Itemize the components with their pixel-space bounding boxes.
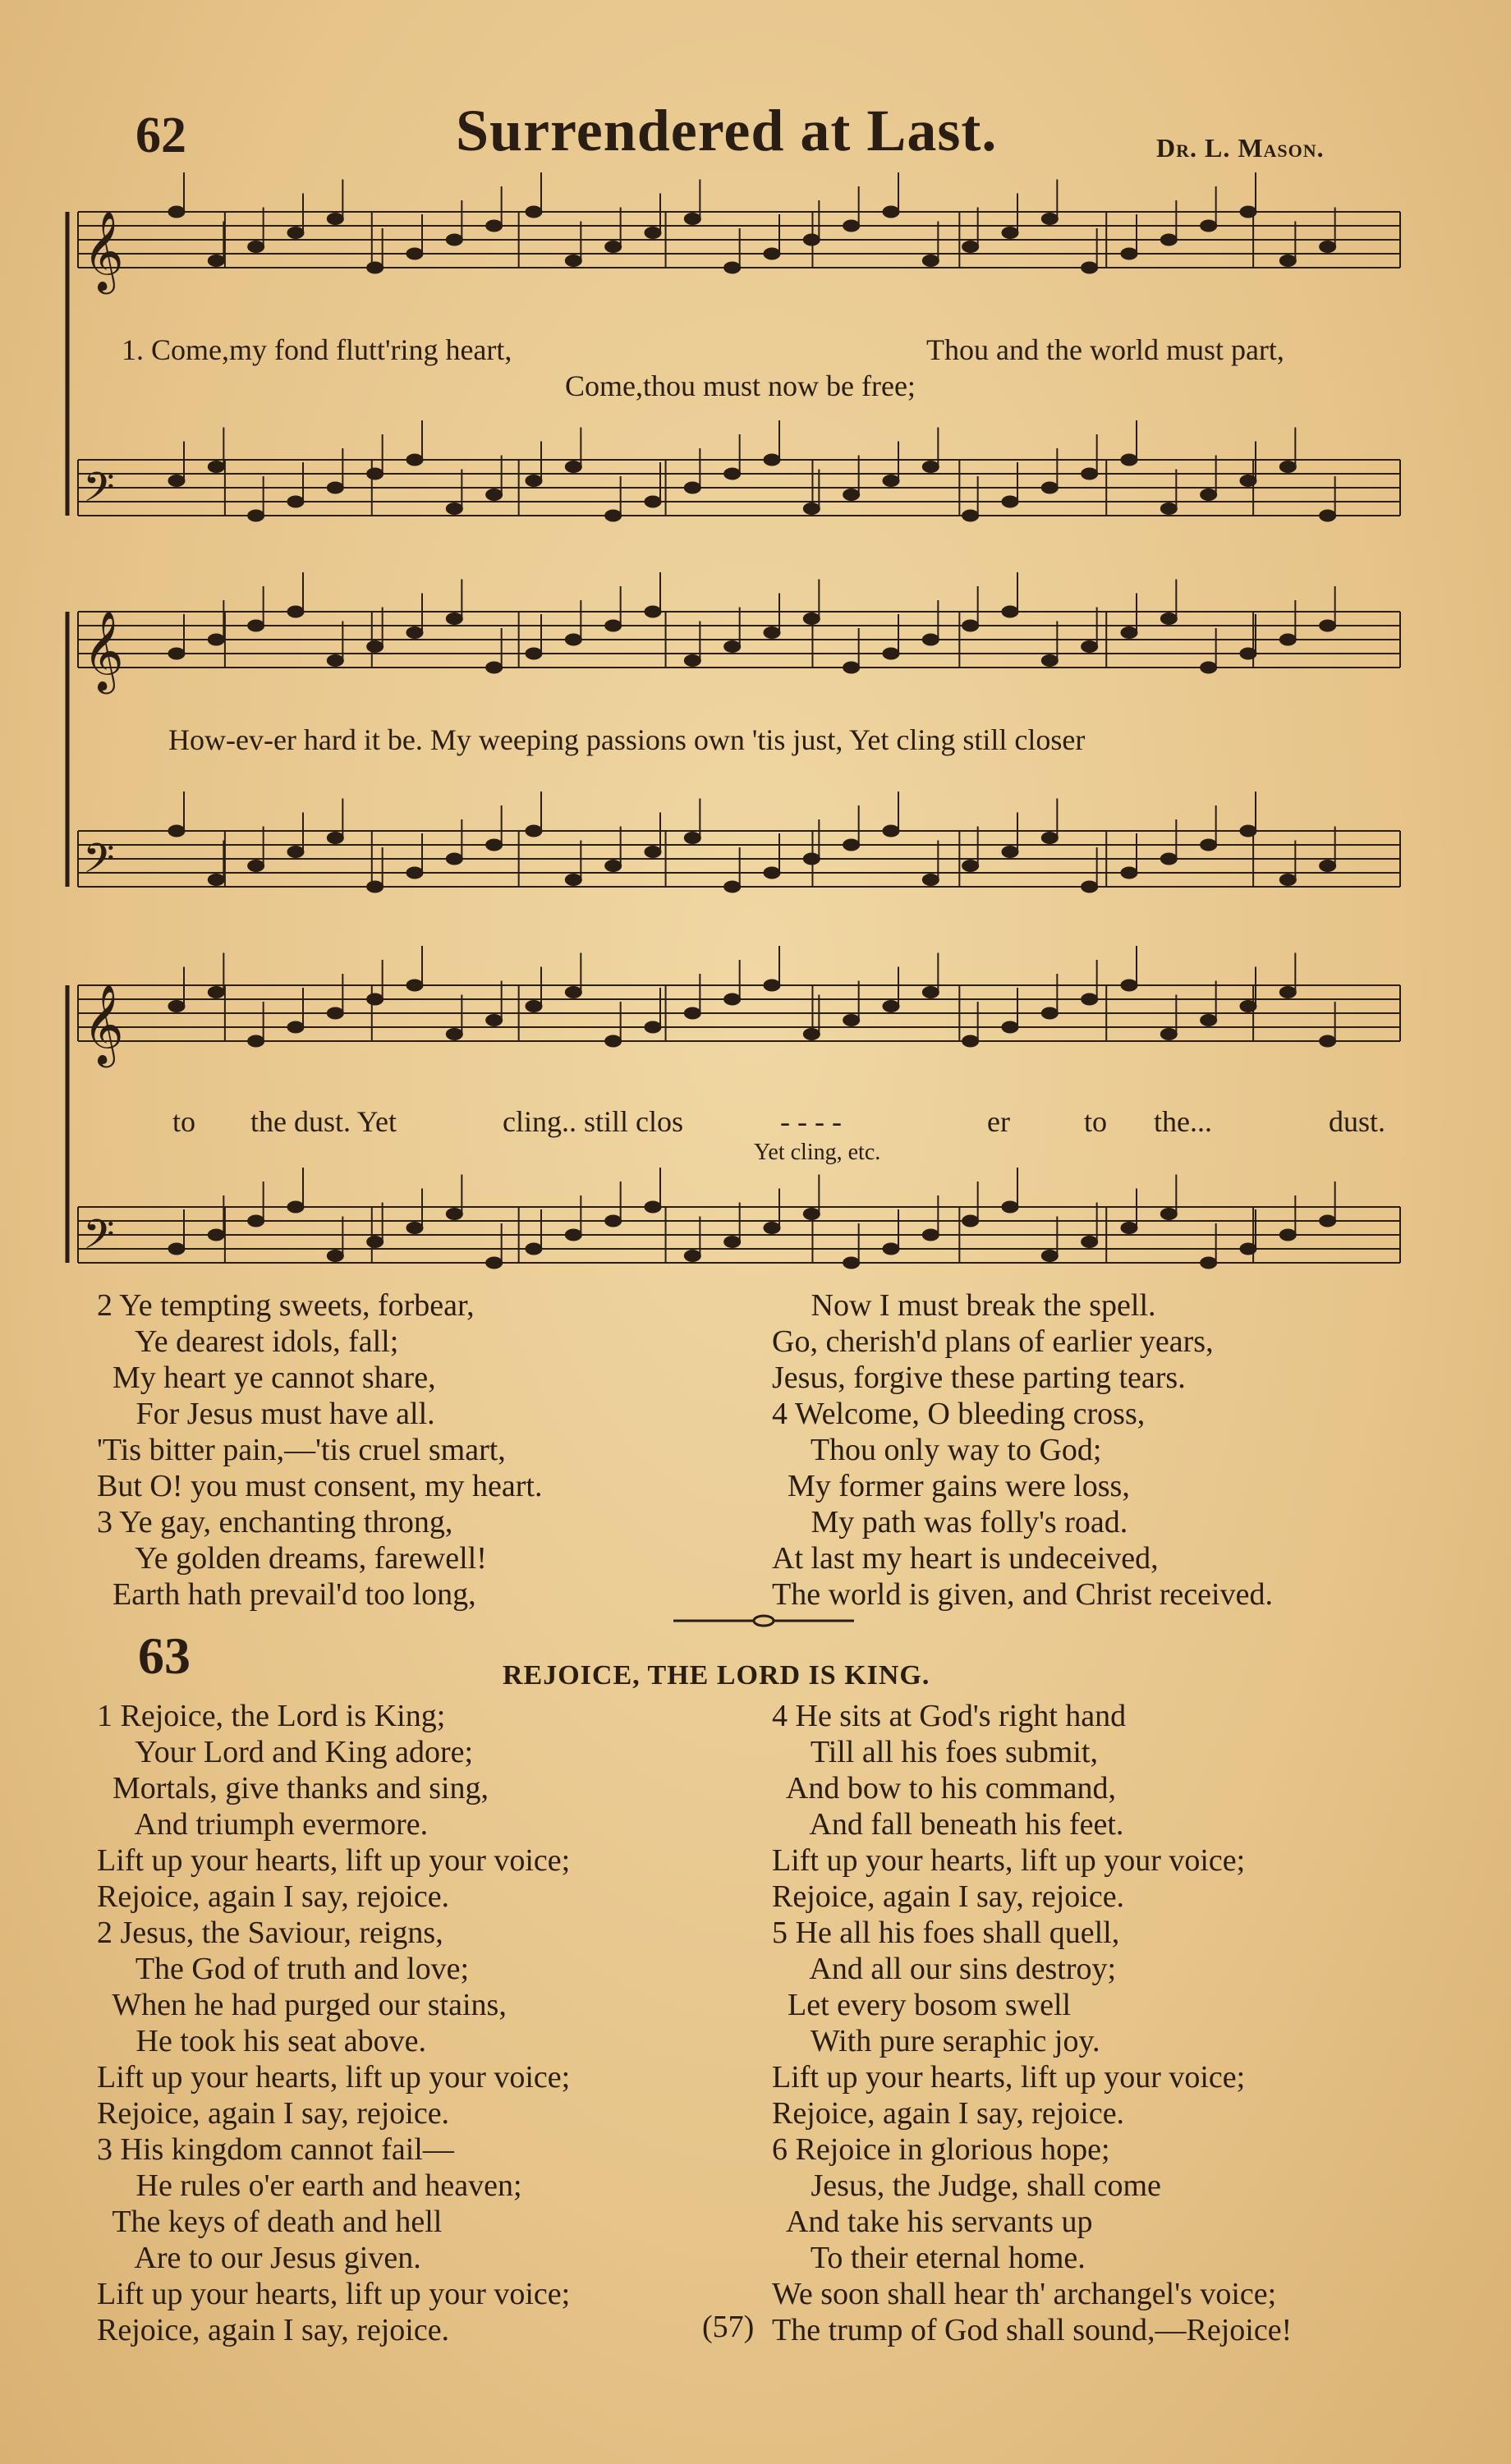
note-head bbox=[1002, 1021, 1018, 1033]
verse-line: My path was folly's road. bbox=[772, 1505, 1128, 1539]
note-head bbox=[962, 1035, 979, 1047]
note-head bbox=[168, 206, 185, 218]
note-head bbox=[645, 496, 661, 507]
verse-line: At last my heart is undeceived, bbox=[772, 1541, 1159, 1576]
verse-line: Till all his foes submit, bbox=[772, 1735, 1098, 1769]
note-head bbox=[1240, 825, 1256, 837]
verse-line: And all our sins destroy; bbox=[772, 1952, 1117, 1986]
note-head bbox=[1320, 241, 1336, 253]
lyric-word: er bbox=[987, 1105, 1010, 1138]
note-head bbox=[843, 489, 860, 501]
note-head bbox=[1240, 475, 1256, 487]
note-head bbox=[962, 241, 979, 253]
note-head bbox=[645, 606, 661, 617]
note-head bbox=[1320, 510, 1336, 521]
note-head bbox=[486, 1015, 503, 1026]
note-head bbox=[1121, 980, 1137, 991]
verse-line: The keys of death and hell bbox=[97, 2205, 443, 2239]
verse-line: Are to our Jesus given. bbox=[97, 2241, 421, 2275]
note-head bbox=[526, 825, 542, 837]
hymn-title: Surrendered at Last. bbox=[456, 98, 998, 163]
note-head bbox=[486, 220, 503, 232]
note-head bbox=[684, 1007, 700, 1019]
note-head bbox=[526, 206, 542, 218]
note-head bbox=[526, 1001, 542, 1012]
note-head bbox=[883, 206, 899, 218]
verse-line: And bow to his command, bbox=[772, 1771, 1117, 1806]
verse-line: Lift up your hearts, lift up your voice; bbox=[772, 2060, 1246, 2095]
bass-clef-icon: 𝄢 bbox=[83, 835, 115, 892]
note-head bbox=[367, 881, 383, 892]
verse-line: Earth hath prevail'd too long, bbox=[97, 1577, 476, 1612]
lyric-word: dust. bbox=[1329, 1105, 1386, 1138]
note-head bbox=[843, 1257, 860, 1269]
verse-line: Ye dearest idols, fall; bbox=[97, 1324, 399, 1359]
note-head bbox=[724, 468, 741, 479]
note-head bbox=[1041, 213, 1058, 225]
note-head bbox=[1160, 1029, 1177, 1040]
note-head bbox=[843, 220, 860, 232]
note-head bbox=[565, 461, 581, 473]
note-head bbox=[962, 860, 979, 872]
note-head bbox=[526, 648, 542, 659]
note-head bbox=[605, 620, 622, 631]
note-head bbox=[724, 1237, 741, 1248]
verse-line: Go, cherish'd plans of earlier years, bbox=[772, 1324, 1214, 1359]
note-head bbox=[565, 634, 581, 645]
note-head bbox=[248, 860, 264, 872]
hymn-title-63: REJOICE, THE LORD IS KING. bbox=[503, 1660, 930, 1691]
note-head bbox=[446, 853, 462, 865]
note-head bbox=[883, 1001, 899, 1012]
note-head bbox=[168, 475, 185, 487]
note-head bbox=[645, 847, 661, 858]
note-head bbox=[208, 987, 224, 998]
note-head bbox=[1160, 503, 1177, 515]
note-head bbox=[1240, 206, 1256, 218]
note-head bbox=[1121, 627, 1137, 639]
note-head bbox=[843, 839, 860, 851]
verse-line: He took his seat above. bbox=[97, 2024, 427, 2058]
bass-clef-icon: 𝄢 bbox=[83, 464, 115, 521]
note-head bbox=[248, 620, 264, 631]
note-head bbox=[208, 874, 224, 886]
note-head bbox=[565, 255, 581, 267]
bass-clef-icon: 𝄢 bbox=[83, 1211, 115, 1269]
note-head bbox=[764, 248, 780, 259]
note-head bbox=[1160, 613, 1177, 625]
verse-line: We soon shall hear th' archangel's voice; bbox=[772, 2277, 1277, 2311]
note-head bbox=[1121, 1223, 1137, 1234]
note-head bbox=[922, 461, 939, 473]
note-head bbox=[1201, 220, 1217, 232]
note-head bbox=[1160, 234, 1177, 245]
note-head bbox=[803, 1029, 820, 1040]
note-head bbox=[208, 461, 224, 473]
note-head bbox=[1041, 833, 1058, 844]
note-head bbox=[446, 1209, 462, 1220]
note-head bbox=[1041, 1250, 1058, 1262]
bass-annotation: Yet cling, etc. bbox=[754, 1140, 881, 1165]
treble-clef-icon: 𝄞 bbox=[83, 610, 124, 691]
note-head bbox=[367, 641, 383, 653]
note-head bbox=[406, 980, 423, 991]
note-head bbox=[764, 867, 780, 879]
verse-line: The world is given, and Christ received. bbox=[772, 1577, 1273, 1612]
note-head bbox=[446, 503, 462, 515]
hymn63-verses-left bbox=[97, 1698, 570, 2348]
note-head bbox=[406, 248, 423, 259]
lyric-word: to bbox=[172, 1105, 196, 1138]
note-head bbox=[1082, 262, 1098, 273]
verse-line: And take his servants up bbox=[772, 2205, 1093, 2239]
note-head bbox=[1041, 1007, 1058, 1019]
note-head bbox=[367, 1237, 383, 1248]
note-head bbox=[327, 655, 343, 667]
note-head bbox=[367, 468, 383, 479]
verse-line: Jesus, forgive these parting tears. bbox=[772, 1360, 1186, 1395]
note-head bbox=[287, 1021, 304, 1033]
note-head bbox=[1002, 227, 1018, 239]
lyric-line-1c: Come,thou must now be free; bbox=[565, 369, 916, 402]
verse-line: And fall beneath his feet. bbox=[772, 1807, 1124, 1842]
note-head bbox=[168, 1001, 185, 1012]
lyric-word: the dust. Yet bbox=[250, 1105, 397, 1138]
note-head bbox=[645, 1201, 661, 1213]
note-head bbox=[168, 1243, 185, 1255]
note-head bbox=[526, 475, 542, 487]
note-head bbox=[1201, 1015, 1217, 1026]
note-head bbox=[1082, 641, 1098, 653]
verse-line: My former gains were loss, bbox=[772, 1469, 1130, 1503]
note-head bbox=[565, 1229, 581, 1241]
verse-line: The trump of God shall sound,—Rejoice! bbox=[772, 2313, 1293, 2347]
note-head bbox=[605, 1035, 622, 1047]
verses-right bbox=[772, 1287, 1273, 1613]
note-head bbox=[446, 1029, 462, 1040]
note-head bbox=[724, 881, 741, 892]
note-head bbox=[446, 613, 462, 625]
note-head bbox=[605, 241, 622, 253]
note-head bbox=[287, 227, 304, 239]
note-head bbox=[803, 853, 820, 865]
note-head bbox=[248, 1035, 264, 1047]
note-head bbox=[406, 867, 423, 879]
verse-line: 4 He sits at God's right hand bbox=[772, 1699, 1127, 1733]
note-head bbox=[327, 482, 343, 493]
note-head bbox=[486, 662, 503, 673]
verse-line: But O! you must consent, my heart. bbox=[97, 1469, 543, 1503]
note-head bbox=[406, 454, 423, 466]
note-head bbox=[1160, 853, 1177, 865]
note-head bbox=[962, 1215, 979, 1227]
note-head bbox=[1279, 874, 1296, 886]
note-head bbox=[843, 662, 860, 673]
lyric-word: - - - - bbox=[780, 1105, 842, 1138]
note-head bbox=[208, 1229, 224, 1241]
note-head bbox=[883, 648, 899, 659]
verse-line: 3 His kingdom cannot fail— bbox=[97, 2132, 454, 2167]
note-head bbox=[1201, 489, 1217, 501]
note-head bbox=[287, 847, 304, 858]
note-head bbox=[406, 627, 423, 639]
lyric-word: the... bbox=[1154, 1105, 1212, 1138]
note-head bbox=[883, 475, 899, 487]
note-head bbox=[1240, 648, 1256, 659]
note-head bbox=[406, 1223, 423, 1234]
note-head bbox=[605, 510, 622, 521]
note-head bbox=[922, 634, 939, 645]
verse-line: He rules o'er earth and heaven; bbox=[97, 2168, 522, 2203]
verse-line: With pure seraphic joy. bbox=[772, 2024, 1100, 2058]
note-head bbox=[1082, 468, 1098, 479]
note-head bbox=[962, 510, 979, 521]
note-head bbox=[1279, 634, 1296, 645]
note-head bbox=[724, 641, 741, 653]
verse-line: 2 Ye tempting sweets, forbear, bbox=[97, 1288, 475, 1323]
note-head bbox=[922, 987, 939, 998]
note-head bbox=[168, 648, 185, 659]
note-head bbox=[327, 1250, 343, 1262]
note-head bbox=[922, 874, 939, 886]
note-head bbox=[287, 606, 304, 617]
verse-line: The God of truth and love; bbox=[97, 1952, 470, 1986]
note-head bbox=[248, 241, 264, 253]
note-head bbox=[1320, 620, 1336, 631]
verse-line: For Jesus must have all. bbox=[97, 1397, 435, 1431]
note-head bbox=[883, 825, 899, 837]
note-head bbox=[1279, 987, 1296, 998]
note-head bbox=[1002, 1201, 1018, 1213]
note-head bbox=[605, 860, 622, 872]
note-head bbox=[1082, 1237, 1098, 1248]
note-head bbox=[1002, 606, 1018, 617]
note-head bbox=[1201, 662, 1217, 673]
verse-line: 4 Welcome, O bleeding cross, bbox=[772, 1397, 1146, 1431]
note-head bbox=[1002, 847, 1018, 858]
verse-line: Ye golden dreams, farewell! bbox=[97, 1541, 487, 1576]
verse-line: Rejoice, again I say, rejoice. bbox=[97, 1879, 450, 1914]
note-head bbox=[645, 227, 661, 239]
note-head bbox=[684, 1250, 700, 1262]
note-head bbox=[764, 627, 780, 639]
note-head bbox=[605, 1215, 622, 1227]
note-head bbox=[1121, 867, 1137, 879]
note-head bbox=[1082, 881, 1098, 892]
note-head bbox=[1279, 255, 1296, 267]
note-head bbox=[1041, 482, 1058, 493]
verse-line: And triumph evermore. bbox=[97, 1807, 429, 1842]
note-head bbox=[367, 993, 383, 1005]
note-head bbox=[248, 510, 264, 521]
note-head bbox=[1320, 860, 1336, 872]
note-head bbox=[684, 213, 700, 225]
note-head bbox=[248, 1215, 264, 1227]
verse-line: Now I must break the spell. bbox=[772, 1288, 1156, 1323]
note-head bbox=[327, 833, 343, 844]
page-marker: (57) bbox=[702, 2310, 755, 2344]
verse-line: Your Lord and King adore; bbox=[97, 1735, 474, 1769]
note-head bbox=[962, 620, 979, 631]
note-head bbox=[446, 234, 462, 245]
treble-clef-icon: 𝄞 bbox=[83, 984, 124, 1064]
note-head bbox=[684, 833, 700, 844]
hymn63-verses-right bbox=[772, 1698, 1292, 2348]
hymn-number: 63 bbox=[138, 1627, 191, 1685]
note-head bbox=[1201, 1257, 1217, 1269]
verse-line: 1 Rejoice, the Lord is King; bbox=[97, 1699, 446, 1733]
verse-line: To their eternal home. bbox=[772, 2241, 1086, 2275]
note-head bbox=[208, 634, 224, 645]
note-head bbox=[1160, 1209, 1177, 1220]
note-head bbox=[803, 1209, 820, 1220]
note-head bbox=[843, 1015, 860, 1026]
verse-line: When he had purged our stains, bbox=[97, 1988, 507, 2022]
lyric-word: to bbox=[1084, 1105, 1108, 1138]
note-head bbox=[367, 262, 383, 273]
note-head bbox=[883, 1243, 899, 1255]
verse-line: Lift up your hearts, lift up your voice; bbox=[97, 1843, 571, 1878]
note-head bbox=[327, 213, 343, 225]
verse-line: Lift up your hearts, lift up your voice; bbox=[772, 1843, 1246, 1878]
note-head bbox=[1240, 1001, 1256, 1012]
note-head bbox=[645, 1021, 661, 1033]
note-head bbox=[1320, 1215, 1336, 1227]
note-head bbox=[327, 1007, 343, 1019]
note-head bbox=[168, 825, 185, 837]
verse-line: Let every bosom swell bbox=[772, 1988, 1072, 2022]
note-head bbox=[1121, 454, 1137, 466]
note-head bbox=[1121, 248, 1137, 259]
note-head bbox=[684, 482, 700, 493]
verse-line: My heart ye cannot share, bbox=[97, 1360, 436, 1395]
verse-line: 3 Ye gay, enchanting throng, bbox=[97, 1505, 453, 1539]
note-head bbox=[1002, 496, 1018, 507]
note-head bbox=[287, 496, 304, 507]
note-head bbox=[1082, 993, 1098, 1005]
lyric-line-1b: Thou and the world must part, bbox=[926, 333, 1284, 366]
note-head bbox=[764, 1223, 780, 1234]
note-head bbox=[565, 874, 581, 886]
verse-line: Rejoice, again I say, rejoice. bbox=[97, 2096, 450, 2131]
note-head bbox=[724, 262, 741, 273]
note-head bbox=[1320, 1035, 1336, 1047]
verse-line: Lift up your hearts, lift up your voice; bbox=[97, 2060, 571, 2095]
lyric-word: cling.. still clos bbox=[503, 1105, 683, 1138]
verse-line: Lift up your hearts, lift up your voice; bbox=[97, 2277, 571, 2311]
verse-line: Mortals, give thanks and sing, bbox=[97, 1771, 489, 1806]
note-head bbox=[1279, 461, 1296, 473]
verse-line: 5 He all his foes shall quell, bbox=[772, 1916, 1120, 1950]
note-head bbox=[684, 655, 700, 667]
note-head bbox=[1041, 655, 1058, 667]
verse-line: 2 Jesus, the Saviour, reigns, bbox=[97, 1916, 443, 1950]
verse-line: Rejoice, again I say, rejoice. bbox=[772, 1879, 1125, 1914]
treble-clef-icon: 𝄞 bbox=[83, 210, 124, 291]
note-head bbox=[287, 1201, 304, 1213]
note-head bbox=[486, 1257, 503, 1269]
lyric-line-1a: 1. Come,my fond flutt'ring heart, bbox=[122, 333, 512, 366]
note-head bbox=[565, 987, 581, 998]
note-head bbox=[803, 613, 820, 625]
note-head bbox=[526, 1243, 542, 1255]
verse-line: Thou only way to God; bbox=[772, 1433, 1102, 1467]
note-head bbox=[803, 234, 820, 245]
section-divider bbox=[673, 1611, 854, 1631]
verses-left bbox=[97, 1287, 542, 1613]
verse-line: Rejoice, again I say, rejoice. bbox=[97, 2313, 450, 2347]
note-head bbox=[724, 993, 741, 1005]
note-head bbox=[922, 255, 939, 267]
note-head bbox=[803, 503, 820, 515]
note-head bbox=[486, 489, 503, 501]
verse-line: 'Tis bitter pain,—'tis cruel smart, bbox=[97, 1433, 506, 1467]
note-head bbox=[764, 980, 780, 991]
note-head bbox=[486, 839, 503, 851]
page-number: 62 bbox=[135, 108, 186, 163]
note-head bbox=[1201, 839, 1217, 851]
composer-credit: Dr. L. Mason. bbox=[1156, 133, 1325, 163]
note-head bbox=[922, 1229, 939, 1241]
note-head bbox=[208, 255, 224, 267]
note-head bbox=[1279, 1229, 1296, 1241]
verse-line: 6 Rejoice in glorious hope; bbox=[772, 2132, 1110, 2167]
verse-line: Jesus, the Judge, shall come bbox=[772, 2168, 1161, 2203]
verse-line: Rejoice, again I say, rejoice. bbox=[772, 2096, 1125, 2131]
note-head bbox=[764, 454, 780, 466]
lyric-line-2: How-ev-er hard it be. My weeping passions own 'tis just, Yet cling still closer bbox=[168, 723, 1086, 756]
note-head bbox=[1240, 1243, 1256, 1255]
